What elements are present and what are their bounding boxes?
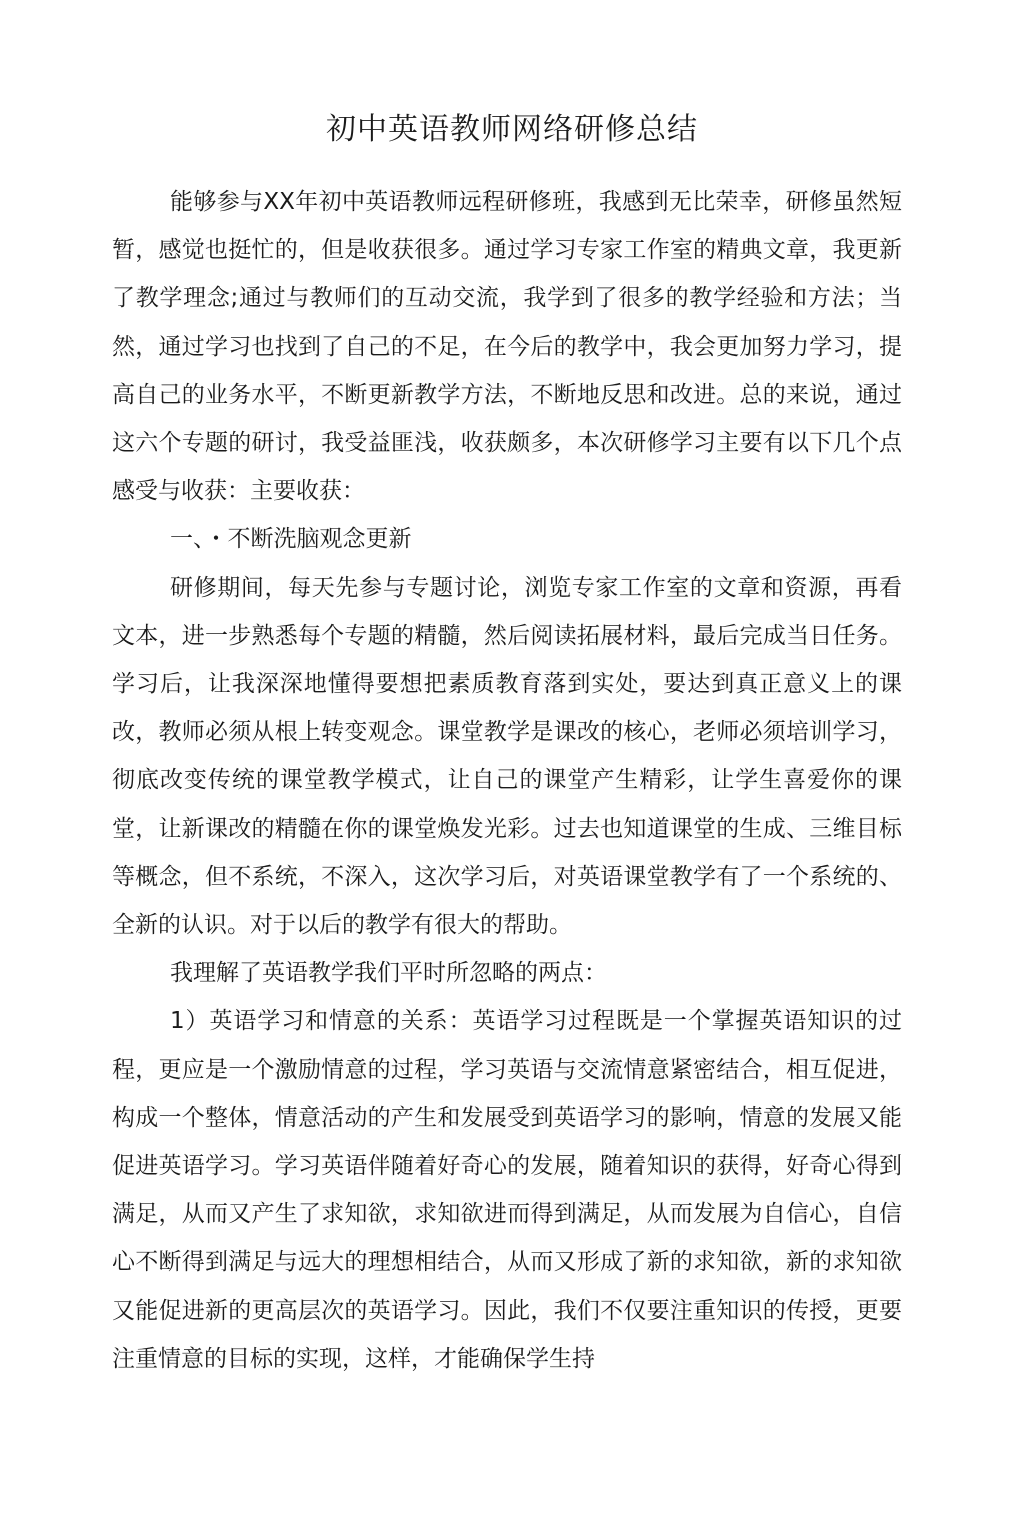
paragraph-two-points: 我理解了英语教学我们平时所忽略的两点： bbox=[170, 960, 607, 987]
section-heading-1: 一、・不断洗脑观念更新 bbox=[170, 526, 412, 553]
paragraph-study-period: 研修期间，每天先参与专题讨论，浏览专家工作室的文章和资源，再看文本，进一步熟悉每个专题的精髓，然后阅读拓展材料，最后完成当日任务。学习后，让我深深地懂得要想把素质教育落到实处，要达到真正意义上的课改，教师必须从根上转变观念。课堂教学是课改的核心，老师必须培训学习，彻底改变传统的课堂教学模式，让自己的课堂产生精彩，让学生喜爱你的课堂，让新课改的精髓在你的课堂焕发光彩。过去也知道课堂的生成、三维目标等概念，但不系统，不深入，这次学习后，对英语课堂教学有了一个系统的、全新的认识。对于以后的教学有很大的帮助。 bbox=[112, 574, 902, 939]
document-body bbox=[112, 178, 902, 1383]
document-title: 初中英语教师网络研修总结 bbox=[326, 112, 698, 147]
paragraph-intro: 能够参与XX年初中英语教师远程研修班，我感到无比荣幸，研修虽然短暂，感觉也挺忙的，但是收获很多。通过学习专家工作室的精典文章，我更新了教学理念;通过与教师们的互动交流，我学到了很多的教学经验和方法；当然，通过学习也找到了自己的不足，在今后的教学中，我会更加努力学习，提高自己的业务水平，不断更新教学方法，不断地反思和改进。总的来说，通过这六个专题的研讨，我受益匪浅，收获颇多，本次研修学习主要有以下几个点感受与收获：主要收获： bbox=[112, 189, 902, 505]
paragraph-point-1: 1）英语学习和情意的关系：英语学习过程既是一个掌握英语知识的过程，更应是一个激励情意的过程，学习英语与交流情意紧密结合，相互促进，构成一个整体，情意活动的产生和发展受到英语学习的影响，情意的发展又能促进英语学习。学习英语伴随着好奇心的发展，随着知识的获得，好奇心得到满足，从而又产生了求知欲，求知欲进而得到满足，从而发展为自信心，自信心不断得到满足与远大的理想相结合，从而又形成了新的求知欲，新的求知欲又能促进新的更高层次的英语学习。因此，我们不仅要注重知识的传授，更要注重情意的目标的实现，这样，才能确保学生持 bbox=[112, 1008, 902, 1372]
